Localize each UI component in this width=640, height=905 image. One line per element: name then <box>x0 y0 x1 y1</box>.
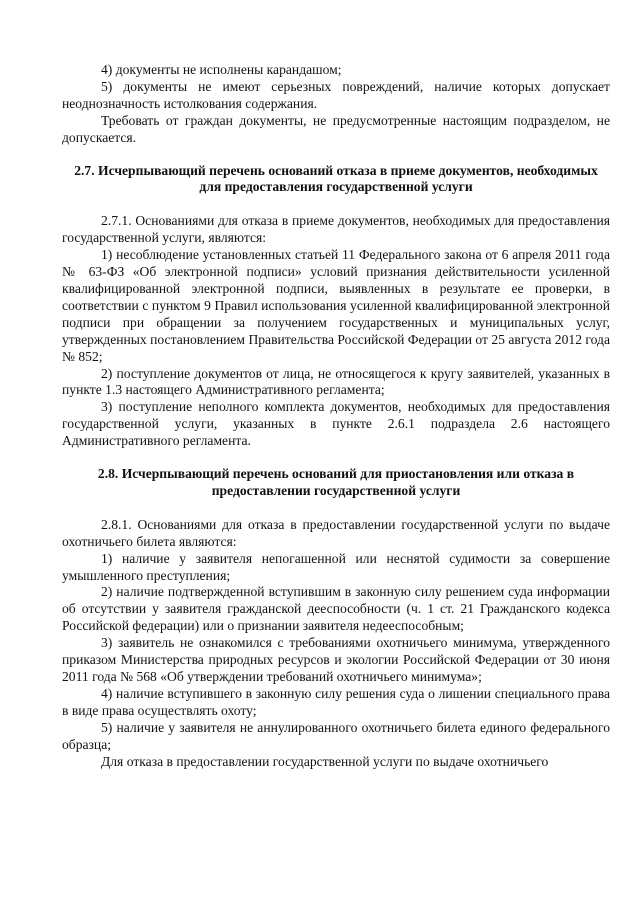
spacer <box>62 147 610 163</box>
paragraph: 2.7.1. Основаниями для отказа в приеме документов, необходимых для предоставления государственной услуги, являются: <box>62 213 610 246</box>
list-item: 1) наличие у заявителя непогашенной или неснятой судимости за совершение умышленного преступления; <box>62 550 610 583</box>
spacer <box>62 450 610 466</box>
list-item: 3) заявитель не ознакомился с требованиями охотничьего минимума, утвержденного приказом Министерства природных ресурсов и экологии Российской Федерации от 30 июня 2011 года № 568 «Об утверждении требований охотничьего минимума»; <box>62 635 610 684</box>
paragraph: Для отказа в предоставлении государственной услуги по выдаче охотничьего <box>101 753 549 769</box>
section-heading-2-8: 2.8. Исчерпывающий перечень оснований для приостановления или отказа в предоставлении государственной услуги <box>97 466 575 498</box>
list-item: 2) наличие подтвержденной вступившим в законную силу решением суда информации об отсутствии у заявителя гражданской дееспособности (ч. 1 ст. 21 Гражданского кодекса Российской федерации) или о признании заявителя недееспособным; <box>62 584 610 634</box>
spacer <box>62 196 610 213</box>
list-item: 5) документы не имеют серьезных повреждений, наличие которых допускает неоднозначность истолкования содержания. <box>62 78 610 111</box>
paragraph: Требовать от граждан документы, не предусмотренные настоящим подразделом, не допускается. <box>62 112 610 145</box>
list-item: 2) поступление документов от лица, не относящегося к кругу заявителей, указанных в пункте 1.3 настоящего Административного регламента; <box>62 365 610 398</box>
paragraph: 2.8.1. Основаниями для отказа в предоставлении государственной услуги по выдаче охотничьего билета являются: <box>62 516 610 549</box>
document-page <box>62 62 610 770</box>
list-item: 4) наличие вступившего в законную силу решения суда о лишении специального права в виде права осуществлять охоту; <box>62 685 610 718</box>
list-item: 3) поступление неполного комплекта документов, необходимых для предоставления государственной услуги, указанных в пункте 2.6.1 подраздела 2.6 настоящего Административного регламента. <box>62 399 610 449</box>
list-item: 5) наличие у заявителя не аннулированного охотничьего билета единого федерального образца; <box>62 719 610 752</box>
spacer <box>62 500 610 517</box>
list-item: 4) документы не исполнены карандашом; <box>101 62 342 77</box>
list-item: 1) несоблюдение установленных статьей 11 Федерального закона от 6 апреля 2011 года № 63-ФЗ «Об электронной подписи» условий признания действительности усиленной квалифицированной электронной подписи, выявленных в результате ее проверки, в соответствии с пунктом 9 Правил использования усиленной квалифицированной электронной подписи при обращении за получением государственных и муниципальных услуг, утвержденных постановлением Правительства Российской Федерации от 25 августа 2012 года № 852; <box>62 247 610 364</box>
section-heading-2-7: 2.7. Исчерпывающий перечень оснований отказа в приеме документов, необходимых для предоставления государственной услуги <box>74 162 598 195</box>
